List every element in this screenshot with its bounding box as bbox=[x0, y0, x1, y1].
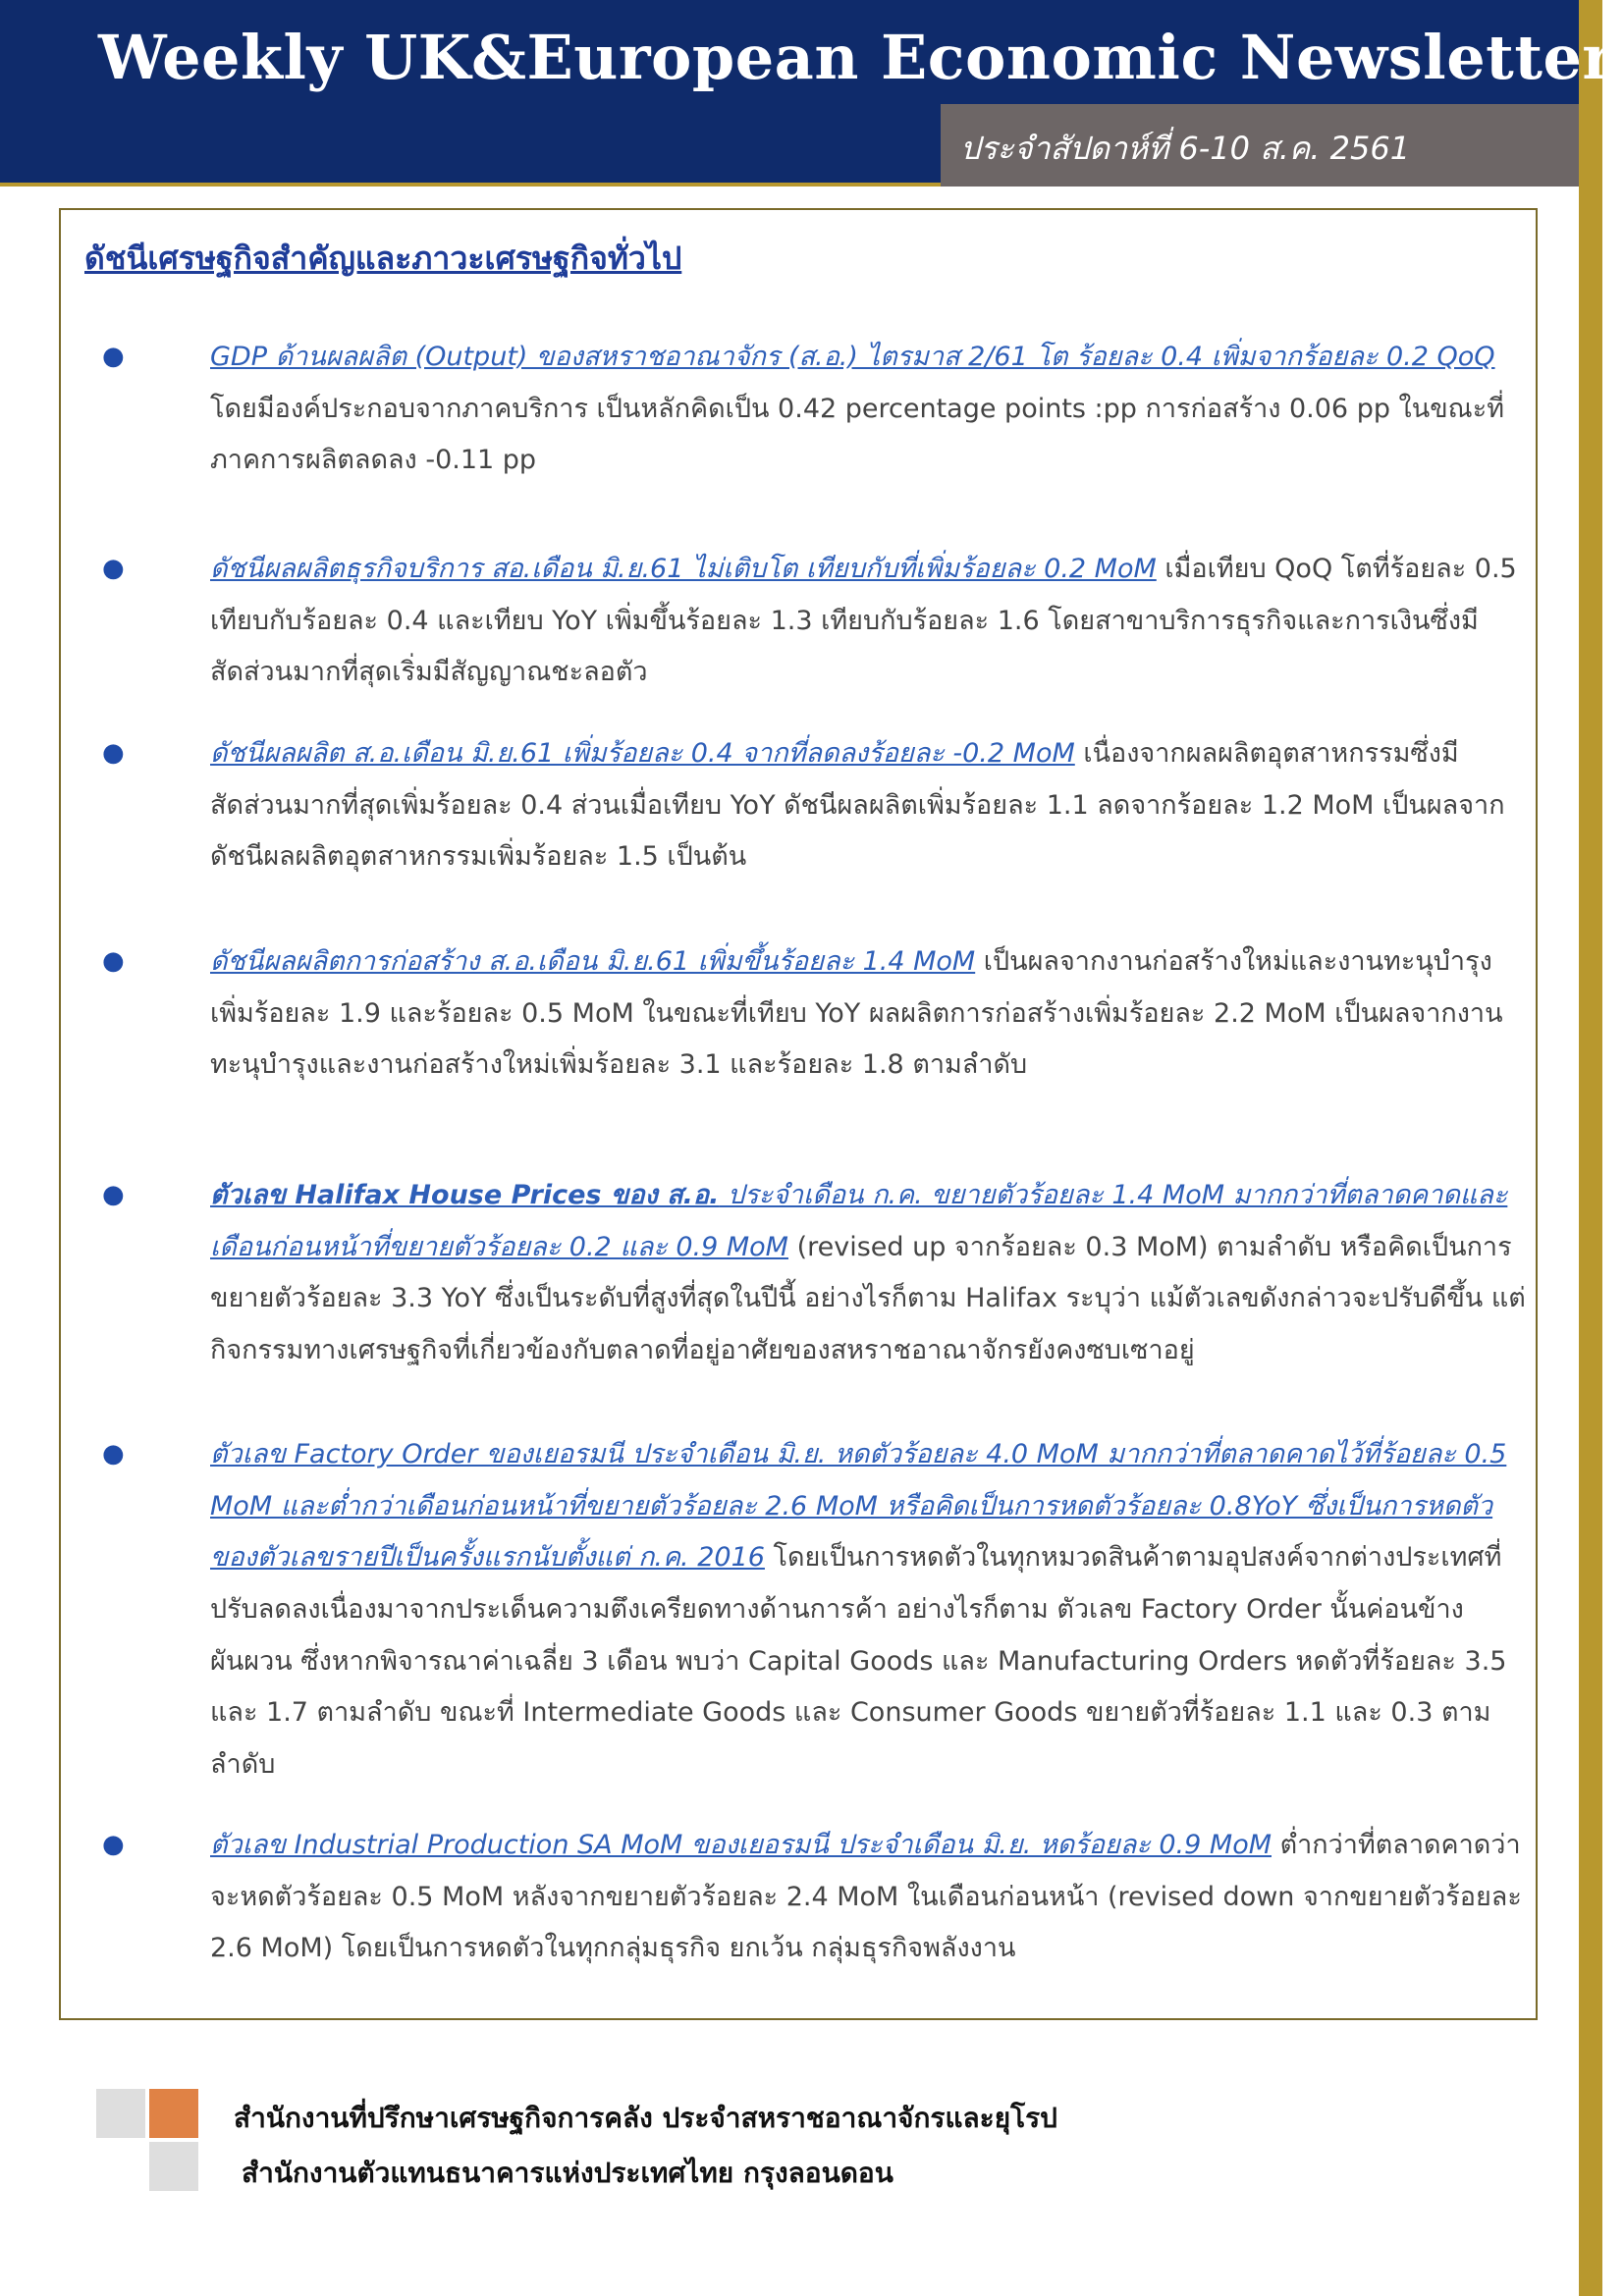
bullet-paragraph bbox=[210, 332, 1526, 487]
bullet-text: เนื่องจากผลผลิตอุตสาหกรรมซึ่งมีสัดส่วนมากที่สุดเพิ่มร้อยละ 0.4 ส่วนเมื่อเทียบ YoY ดัชนีผลผลิตเพิ่มร้อยละ 1.1 ลดจากร้อยละ 1.2 MoM เป็นผลจากดัชนีผลผลิตอุตสาหกรรมเพิ่มร้อยละ 1.5 เป็นต้น bbox=[210, 738, 1505, 873]
footer-decor-square bbox=[96, 2089, 145, 2138]
headline-link[interactable]: ตัวเลข Factory Order ของเยอรมนี ประจำเดือน มิ.ย. หดตัวร้อยละ 4.0 MoM มากกว่าที่ตลาดคาดไว้ที่ร้อยละ 0.5 MoM และต่ำกว่าเดือนก่อนหน้าที่ขยายตัวร้อยละ 2.6 MoM หรือคิดเป็นการหดตัวร้อยละ 0.8YoY ซึ่งเป็นการหดตัวของตัวเลขรายปีเป็นครั้งแรกนับตั้งแต่ ก.ค. 2016 bbox=[210, 1439, 1507, 1574]
headline-link[interactable]: ดัชนีผลผลิตธุรกิจบริการ สอ.เดือน มิ.ย.61 ไม่เติบโต เทียบกับที่เพิ่มร้อยละ 0.2 MoM bbox=[210, 554, 1157, 584]
list-item bbox=[102, 544, 1526, 699]
list-item bbox=[102, 1429, 1526, 1790]
bullet-text: (revised up จากร้อยละ 0.3 MoM) ตามลำดับ หรือคิดเป็นการขยายตัวร้อยละ 3.3 YoY ซึ่งเป็นระดับที่สูงที่สุดในปีนี้ อย่างไรก็ตาม Halifax ระบุว่า แม้ตัวเลขดังกล่าวจะปรับดีขึ้น แต่กิจกรรมทางเศรษฐกิจที่เกี่ยวข้องกับตลาดที่อยู่อาศัยของสหราชอาณาจักรยังคงซบเซาอยู่ bbox=[210, 1231, 1526, 1365]
footer-office-name: สำนักงานที่ปรึกษาเศรษฐกิจการคลัง ประจำสหราชอาณาจักรและยุโรป bbox=[234, 2102, 1057, 2134]
footer-bank-office: สำนักงานตัวแทนธนาคารแห่งประเทศไทย กรุงลอนดอน bbox=[242, 2157, 893, 2189]
headline-link[interactable]: ตัวเลข Industrial Production SA MoM ของเยอรมนี ประจำเดือน มิ.ย. หดร้อยละ 0.9 MoM bbox=[210, 1830, 1272, 1860]
content-box bbox=[59, 208, 1538, 2020]
bullet-icon: ● bbox=[102, 738, 125, 768]
footer-decor-square-orange bbox=[149, 2089, 198, 2138]
issue-date: ประจำสัปดาห์ที่ 6-10 ส.ค. 2561 bbox=[960, 130, 1411, 167]
headline-link[interactable]: ดัชนีผลผลิตการก่อสร้าง ส.อ.เดือน มิ.ย.61 เพิ่มขึ้นร้อยละ 1.4 MoM bbox=[210, 946, 976, 977]
bullet-icon: ● bbox=[102, 1439, 125, 1468]
bullet-text: โดยมีองค์ประกอบจากภาคบริการ เป็นหลักคิดเป็น 0.42 percentage points :pp การก่อสร้าง 0.06 pp ในขณะที่ภาคการผลิตลดลง -0.11 pp bbox=[210, 393, 1505, 476]
gold-side-bar bbox=[1579, 0, 1602, 2296]
bullet-icon: ● bbox=[102, 946, 125, 976]
bullet-text: โดยเป็นการหดตัวในทุกหมวดสินค้าตามอุปสงค์จากต่างประเทศที่ปรับลดลงเนื่องมาจากประเด็นความตึงเครียดทางด้านการค้า อย่างไรก็ตาม ตัวเลข Factory Order นั้นค่อนข้างผันผวน ซึ่งหากพิจารณาค่าเฉลี่ย 3 เดือน พบว่า Capital Goods และ Manufacturing Orders หดตัวที่ร้อยละ 3.5 และ 1.7 ตามลำดับ ขณะที่ Intermediate Goods และ Consumer Goods ขยายตัวที่ร้อยละ 1.1 และ 0.3 ตามลำดับ bbox=[210, 1542, 1507, 1780]
bullet-paragraph bbox=[210, 936, 1526, 1092]
bullet-paragraph bbox=[210, 1820, 1526, 1975]
bullet-paragraph bbox=[210, 728, 1526, 883]
bullet-text: เมื่อเทียบ QoQ โตที่ร้อยละ 0.5 เทียบกับร้อยละ 0.4 และเทียบ YoY เพิ่มขึ้นร้อยละ 1.3 เทียบกับร้อยละ 1.6 โดยสาขาบริการธุรกิจและการเงินซึ่งมีสัดส่วนมากที่สุดเริ่มมีสัญญาณชะลอตัว bbox=[210, 554, 1517, 688]
bullet-text: เป็นผลจากงานก่อสร้างใหม่และงานทะนุบำรุงเพิ่มร้อยละ 1.9 และร้อยละ 0.5 MoM ในขณะที่เทียบ YoY ผลผลิตการก่อสร้างเพิ่มร้อยละ 2.2 MoM เป็นผลจากงานทะนุบำรุงและงานก่อสร้างใหม่เพิ่มร้อยละ 3.1 และร้อยละ 1.8 ตามลำดับ bbox=[210, 946, 1503, 1081]
footer-decor-square bbox=[149, 2142, 198, 2191]
headline-bold-link[interactable]: ตัวเลข Halifax House Prices ของ ส.อ. bbox=[210, 1180, 720, 1210]
list-item bbox=[102, 332, 1526, 487]
bullet-text: ต่ำกว่าที่ตลาดคาดว่าจะหดตัวร้อยละ 0.5 MoM หลังจากขยายตัวร้อยละ 2.4 MoM ในเดือนก่อนหน้า (revised down จากขยายตัวร้อยละ 2.6 MoM) โดยเป็นการหดตัวในทุกกลุ่มธุรกิจ ยกเว้น กลุ่มธุรกิจพลังงาน bbox=[210, 1830, 1522, 1964]
date-box bbox=[941, 104, 1579, 187]
headline-link[interactable]: ดัชนีผลผลิต ส.อ.เดือน มิ.ย.61 เพิ่มร้อยละ 0.4 จากที่ลดลงร้อยละ -0.2 MoM bbox=[210, 738, 1075, 769]
list-item bbox=[102, 936, 1526, 1092]
section-title: ดัชนีเศรษฐกิจสำคัญและภาวะเศรษฐกิจทั่วไป bbox=[84, 240, 682, 277]
bullet-paragraph bbox=[210, 544, 1526, 699]
bullet-icon: ● bbox=[102, 1830, 125, 1859]
headline-link[interactable]: GDP ด้านผลผลิต (Output) ของสหราชอาณาจักร (ส.อ.) ไตรมาส 2/61 โต ร้อยละ 0.4 เพิ่มจากร้อยละ 0.2 QoQ bbox=[210, 342, 1495, 372]
header-banner bbox=[0, 0, 1615, 187]
newsletter-title: Weekly UK&European Economic Newsletter bbox=[98, 22, 1615, 93]
headline-link[interactable]: ประจำเดือน ก.ค. ขยายตัวร้อยละ 1.4 MoM มากกว่าที่ตลาดคาดและเดือนก่อนหน้าที่ขยายตัวร้อยละ 0.2 และ 0.9 MoM bbox=[210, 1180, 1508, 1262]
list-item bbox=[102, 1170, 1526, 1377]
list-item bbox=[102, 728, 1526, 883]
bullet-paragraph bbox=[210, 1429, 1526, 1790]
list-item bbox=[102, 1820, 1526, 1975]
bullet-icon: ● bbox=[102, 342, 125, 371]
bullet-icon: ● bbox=[102, 554, 125, 583]
bullet-icon: ● bbox=[102, 1180, 125, 1209]
bullet-paragraph bbox=[210, 1170, 1526, 1377]
